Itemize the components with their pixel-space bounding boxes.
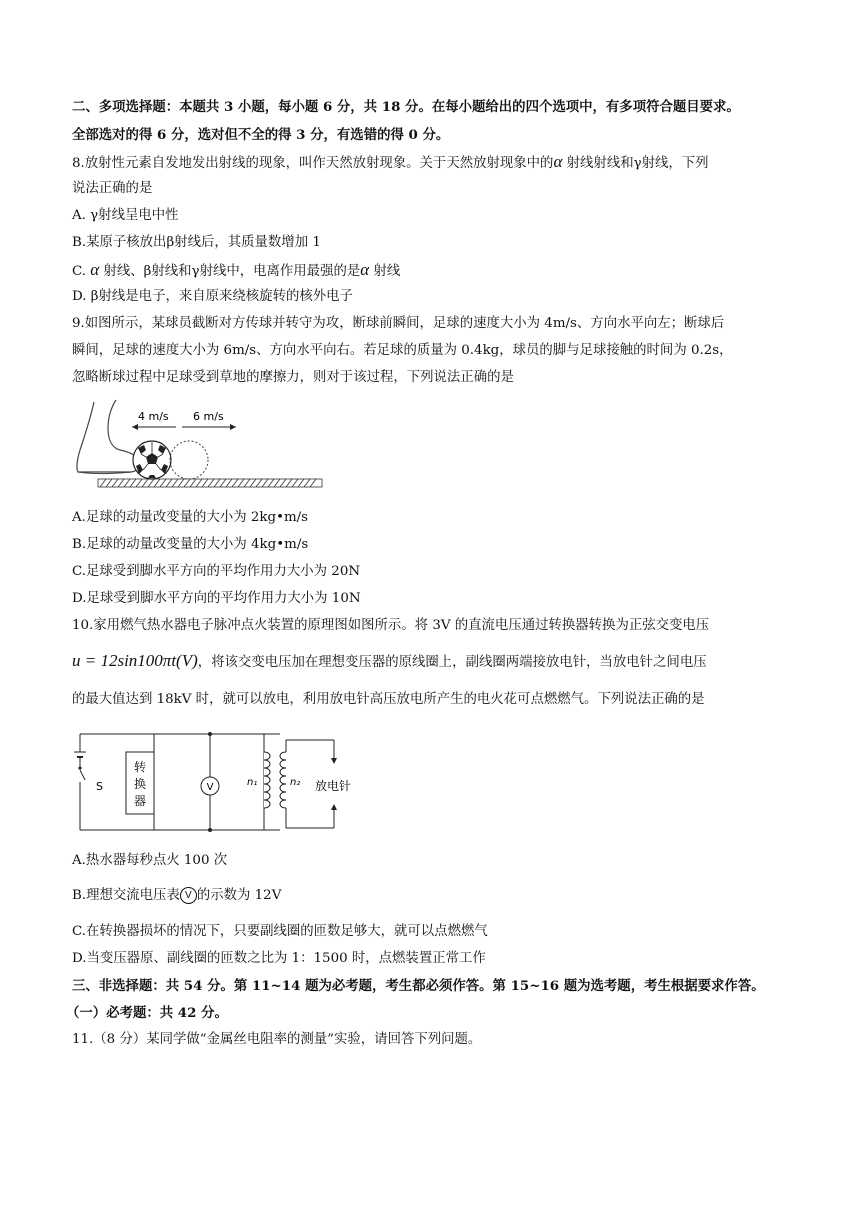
discharge-needle-label: 放电针 (315, 779, 352, 793)
q8-option-c-tail: 射线 (369, 264, 401, 279)
battery-icon (74, 752, 86, 757)
primary-turns-label: n₁ (247, 777, 258, 788)
alpha-symbol: α (90, 260, 100, 279)
secondary-turns-label: n₂ (290, 777, 301, 788)
velocity-label-before: 4 m/s (138, 410, 169, 423)
q10-stem-line2 (72, 651, 802, 673)
q9-option-a: A.足球的动量改变量的大小为 2kg•m/s (72, 510, 309, 525)
secondary-coil (280, 752, 286, 808)
q8-stem-text-a: 8.放射性元素自发地发出射线的现象，叫作天然放射现象。关于天然放射现象中的 (72, 156, 554, 171)
football-figure (72, 398, 328, 492)
q9-option-d: D.足球受到脚水平方向的平均作用力大小为 10N (72, 591, 361, 606)
ignition-circuit-figure (72, 722, 372, 836)
q10-option-c: C.在转换器损坏的情况下，只要副线圈的匝数足够大，就可以点燃燃气 (72, 924, 488, 939)
q10-stem-line3: 的最大值达到 18kV 时，就可以放电，利用放电针高压放电所产生的电火花可点燃燃气。下列说法正确的是 (72, 692, 705, 707)
junction-dot (208, 828, 212, 832)
converter-label-char2: 换 (133, 777, 147, 791)
voltage-formula: u = 12sin100πt(V) (72, 651, 198, 670)
q10-option-b-tail: 的示数为 12V (196, 888, 282, 903)
q8-stem-line2: 说法正确的是 (72, 181, 153, 196)
q8-option-d: D. β射线是电子，来自原来绕核旋转的核外电子 (72, 289, 353, 304)
q9-option-b: B.足球的动量改变量的大小为 4kg•m/s (72, 537, 309, 552)
q9-option-c: C.足球受到脚水平方向的平均作用力大小为 20N (72, 564, 361, 579)
alpha-symbol: α (553, 152, 563, 171)
voltmeter-icon: V (180, 887, 197, 904)
ground (98, 479, 322, 487)
q10-option-d: D.当变压器原、副线圈的匝数之比为 1：1500 时，点燃装置正常工作 (72, 951, 486, 966)
soccer-ball-icon (133, 441, 171, 479)
q10-option-b-text: B.理想交流电压表 (72, 888, 180, 903)
needle-tip-top-icon (331, 758, 337, 764)
foot-outline (77, 400, 139, 472)
converter-label-char1: 转 (133, 760, 147, 774)
section2-heading-line2: 全部选对的得 6 分，选对但不全的得 3 分，有选错的得 0 分。 (72, 127, 450, 143)
section3-heading-line1: 三、非选择题：共 54 分。第 11~14 题为必考题，考生都必须作答。第 15~16 题为选考题，考生根据要求作答。 (72, 978, 765, 994)
q10-option-a: A.热水器每秒点火 100 次 (72, 853, 228, 868)
junction-dot (208, 732, 212, 736)
q9-stem-line2: 瞬间，足球的速度大小为 6m/s、方向水平向右。若足球的质量为 0.4kg，球员的脚与足球接触的时间为 0.2s， (72, 343, 733, 358)
velocity-label-after: 6 m/s (193, 410, 224, 423)
section3-heading-line2: （一）必考题：共 42 分。 (66, 1005, 228, 1021)
primary-coil (264, 752, 270, 808)
left-arrow-icon (132, 424, 176, 430)
converter-label-char3: 器 (133, 794, 147, 808)
q11-stem: 11.（8 分）某同学做“金属丝电阻率的测量”实验，请回答下列问题。 (72, 1032, 482, 1047)
q8-stem-text-b: 射线射线和γ射线，下列 (562, 156, 709, 171)
needle-tip-bottom-icon (331, 804, 337, 810)
dashed-ball-outline (170, 441, 208, 479)
q8-option-c-text: 射线、β射线和γ射线中，电离作用最强的是 (99, 264, 361, 279)
q8-option-a: A. γ射线呈电中性 (72, 208, 179, 223)
q8-option-b: B.某原子核放出β射线后，其质量数增加 1 (72, 235, 321, 250)
right-arrow-icon (182, 424, 236, 430)
q8-option-c-label: C. (72, 264, 91, 279)
switch-icon (78, 757, 85, 780)
voltmeter-label: V (206, 782, 214, 793)
q9-stem-line3: 忽略断球过程中足球受到草地的摩擦力，则对于该过程，下列说法正确的是 (72, 370, 514, 385)
q8-stem-line1 (72, 152, 802, 174)
q8-option-c (72, 260, 802, 282)
switch-label: S (96, 780, 103, 793)
alpha-symbol: α (360, 260, 370, 279)
q9-stem-line1: 9.如图所示，某球员截断对方传球并转守为攻，断球前瞬间，足球的速度大小为 4m/s、方向水平向左；断球后 (72, 316, 725, 331)
section2-heading-line1: 二、多项选择题：本题共 3 小题，每小题 6 分，共 18 分。在每小题给出的四个选项中，有多项符合题目要求。 (72, 99, 740, 115)
q10-stem-text: ，将该交变电压加在理想变压器的原线圈上，副线圈两端接放电针，当放电针之间电压 (197, 655, 707, 670)
q10-option-b (72, 886, 802, 906)
q10-stem-line1: 10.家用燃气热水器电子脉冲点火装置的原理图如图所示。将 3V 的直流电压通过转换器转换为正弦交变电压 (72, 618, 710, 633)
